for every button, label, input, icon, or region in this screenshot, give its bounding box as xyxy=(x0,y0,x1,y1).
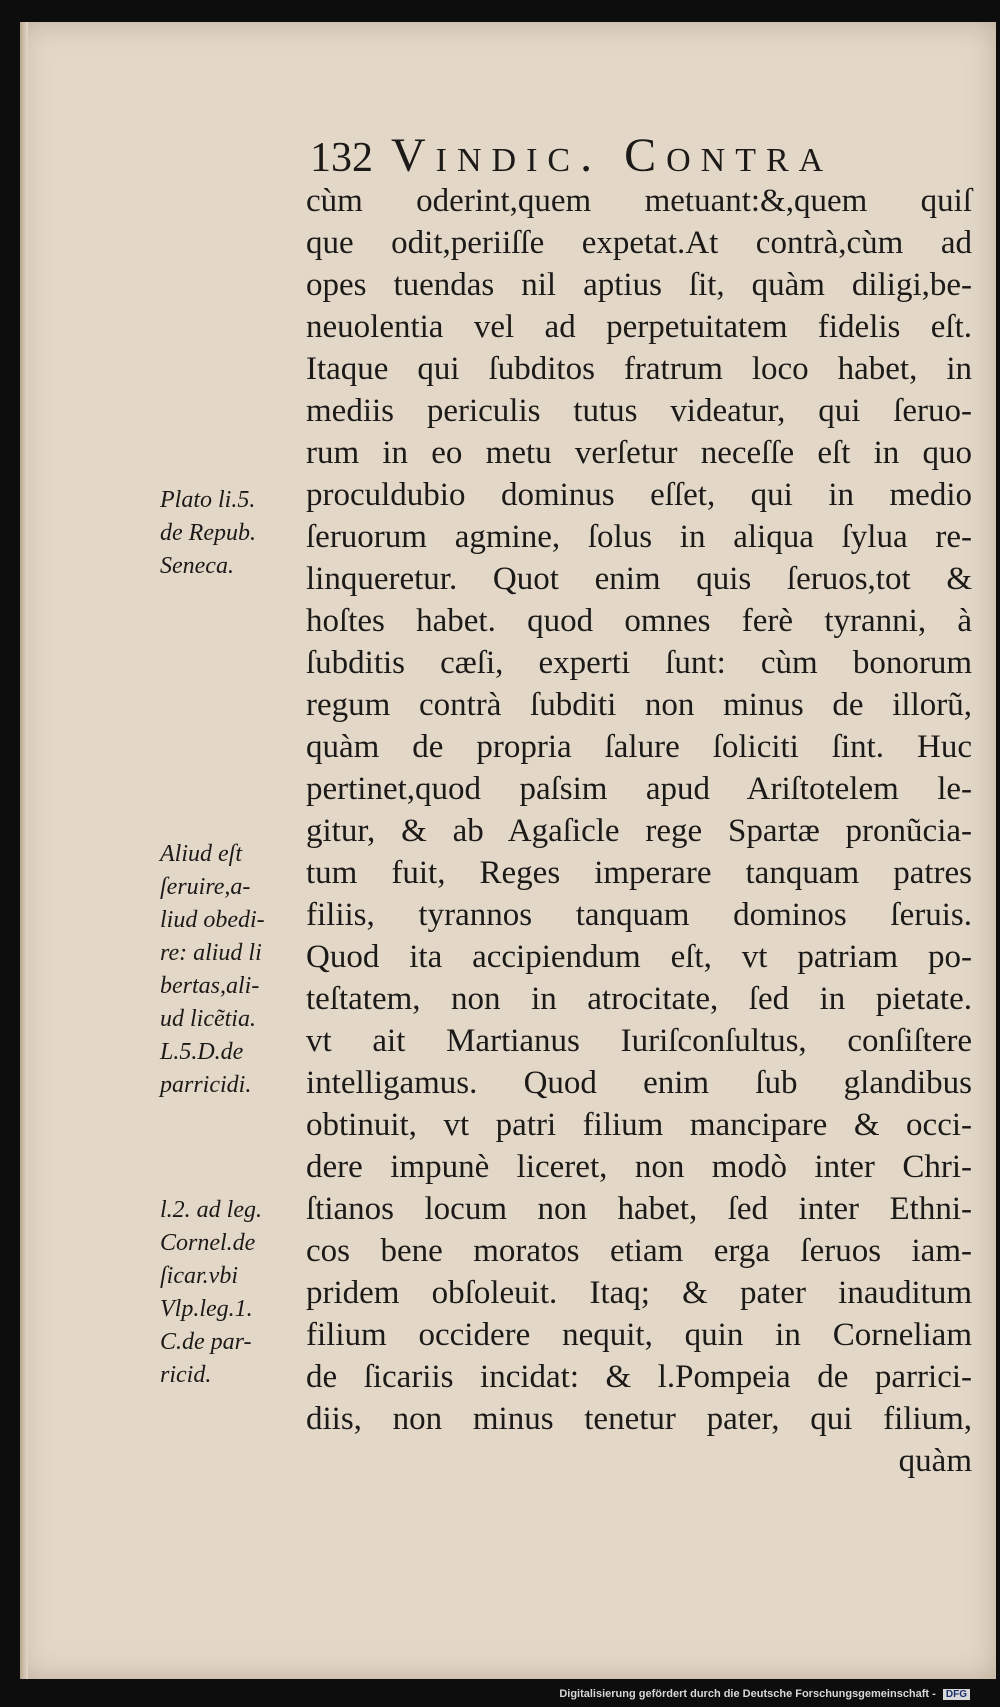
text-line: neuolentia vel ad perpetuitatem fidelis eſt. xyxy=(306,309,972,345)
margin-note-line: parricidi. xyxy=(160,1072,252,1098)
text-line: linqueretur. Quot enim quis ſeruos,tot & xyxy=(306,561,972,597)
page-number: 132 xyxy=(310,135,373,181)
margin-note-cornel xyxy=(160,1194,262,1392)
margin-note-line: l.2. ad leg. xyxy=(160,1197,262,1223)
margin-note-line: liud obedi- xyxy=(160,907,265,933)
body-text xyxy=(306,180,972,1482)
text-line: mediis periculis tutus videatur, qui ſeruo- xyxy=(306,393,972,429)
text-line: quàm de propria ſalure ſoliciti ſint. Huc xyxy=(306,729,972,765)
text-line: intelligamus. Quod enim ſub glandibus xyxy=(306,1065,972,1101)
text-line: vt ait Martianus Iuriſconſultus, conſiſtere xyxy=(306,1023,972,1059)
text-line: ſtianos locum non habet, ſed inter Ethni- xyxy=(306,1191,972,1227)
text-line: teſtatem, non in atrocitate, ſed in pietate. xyxy=(306,981,972,1017)
text-line: pridem obſoleuit. Itaq; & pater inauditum xyxy=(306,1275,972,1311)
text-line: ſubditis cæſi, experti ſunt: cùm bonorum xyxy=(306,645,972,681)
text-line: regum contrà ſubditi non minus de illorũ, xyxy=(306,687,972,723)
margin-note-line: Vlp.leg.1. xyxy=(160,1296,253,1322)
text-line: cos bene moratos etiam erga ſeruos iam- xyxy=(306,1233,972,1269)
text-line: Quod ita accipiendum eſt, vt patriam po- xyxy=(306,939,972,975)
text-line: de ſicariis incidat: & l.Pompeia de parrici- xyxy=(306,1359,972,1395)
text-line: dere impunè liceret, non modò inter Chri- xyxy=(306,1149,972,1185)
text-line: rum in eo metu verſetur neceſſe eſt in quo xyxy=(306,435,972,471)
text-line: tum fuit, Reges imperare tanquam patres xyxy=(306,855,972,891)
margin-note-line: bertas,ali- xyxy=(160,973,260,999)
margin-note-line: Aliud eſt xyxy=(160,841,242,867)
catchword: quàm xyxy=(898,1443,972,1479)
margin-note-line: L.5.D.de xyxy=(160,1039,244,1065)
running-title: Vindic. Contra xyxy=(391,129,834,182)
text-line: filium occidere nequit, quin in Corneliam xyxy=(306,1317,972,1353)
text-line: gitur, & ab Agaſicle rege Spartæ pronũcia- xyxy=(306,813,972,849)
dfg-logo-icon: DFG xyxy=(943,1689,970,1700)
funding-notice: Digitalisierung gefördert durch die Deutsche Forschungsgemeinschaft - xyxy=(559,1688,936,1700)
running-head xyxy=(310,128,950,188)
margin-note-line: ſeruire,a- xyxy=(160,874,251,900)
text-line: filiis, tyrannos tanquam dominos ſeruis. xyxy=(306,897,972,933)
funding-footer xyxy=(559,1688,970,1700)
text-line: ſeruorum agmine, ſolus in aliqua ſylua re- xyxy=(306,519,972,555)
text-line: opes tuendas nil aptius ſit, quàm diligi,be- xyxy=(306,267,972,303)
text-line: proculdubio dominus eſſet, qui in medio xyxy=(306,477,972,513)
text-line: diis, non minus tenetur pater, qui filium, xyxy=(306,1401,972,1437)
margin-note-line: ricid. xyxy=(160,1362,212,1388)
text-line: hoſtes habet. quod omnes ferè tyranni, à xyxy=(306,603,972,639)
text-line: Itaque qui ſubditos fratrum loco habet, in xyxy=(306,351,972,387)
text-line: que odit,periiſſe expetat.At contrà,cùm ad xyxy=(306,225,972,261)
text-line: obtinuit, vt patri filium mancipare & occi- xyxy=(306,1107,972,1143)
page-gutter-shadow xyxy=(20,22,28,1679)
margin-note-aliud xyxy=(160,838,265,1102)
margin-note-line: Seneca. xyxy=(160,553,234,579)
margin-note-plato xyxy=(160,484,256,583)
margin-note-line: de Repub. xyxy=(160,520,256,546)
margin-note-line: Plato li.5. xyxy=(160,487,256,513)
margin-note-line: C.de par- xyxy=(160,1329,252,1355)
text-line: cùm oderint,quem metuant:&,quem quiſ xyxy=(306,183,972,219)
text-line: pertinet,quod paſsim apud Ariſtotelem le- xyxy=(306,771,972,807)
margin-note-line: ud licẽtia. xyxy=(160,1006,256,1032)
margin-note-line: ſicar.vbi xyxy=(160,1263,238,1289)
margin-note-line: Cornel.de xyxy=(160,1230,256,1256)
margin-note-line: re: aliud li xyxy=(160,940,262,966)
